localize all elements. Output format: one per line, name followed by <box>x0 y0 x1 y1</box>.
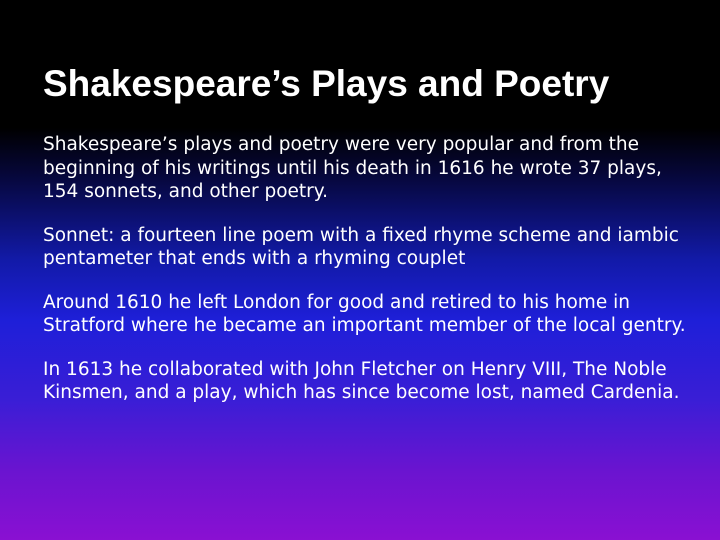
paragraph-works-count: Shakespeare’s plays and poetry were very popular and from the beginning of his writings until his death in 1616 he wrote 37 plays, 154 sonnets, and other poetry. <box>43 134 662 202</box>
slide-body <box>43 133 693 425</box>
slide-title: Shakespeare’s Plays and Poetry <box>43 63 610 104</box>
paragraph-sonnet-definition: Sonnet: a fourteen line poem with a fixed rhyme scheme and iambic pentameter that ends with a rhyming couplet <box>43 224 679 269</box>
paragraph-retirement: Around 1610 he left London for good and retired to his home in Stratford where he became an important member of the local gentry. <box>43 291 686 336</box>
paragraph-collaboration: In 1613 he collaborated with John Fletcher on Henry VIII, The Noble Kinsmen, and a play, which has since become lost, named Cardenia. <box>43 358 680 403</box>
